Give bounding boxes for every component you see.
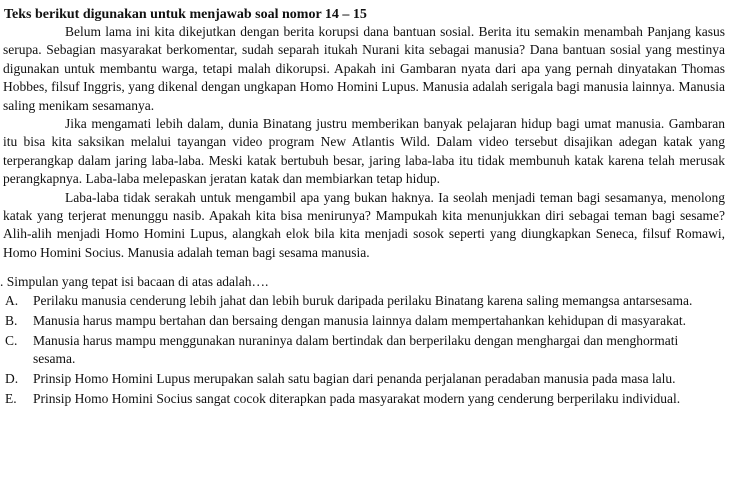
option-text: Prinsip Homo Homini Socius sangat cocok diterapkan pada masyarakat modern yang cenderung berperilaku individual.: [33, 391, 681, 406]
option-b[interactable]: [0, 312, 725, 330]
reading-passage: [3, 23, 725, 262]
question-block: [0, 273, 725, 410]
option-letter: A.: [5, 293, 19, 308]
passage-paragraph-1: Belum lama ini kita dikejutkan dengan berita korupsi dana bantuan sosial. Berita itu semakin menambah Panjang kasus serupa. Sebagian masyarakat berkomentar, sudah separah itukah Nurani kita sebagai manusia? Dana bantuan sosial yang mestinya digunakan untuk membantu warga, tetapi malah dikorupsi. Apakah ini Gambaran nyata dari apa yang pernah dinyatakan Thomas Hobbes, filsuf Inggris, yang dikenal dengan ungkapan Homo Homini Lupus. Manusia adalah serigala bagi manusia lainnya. Manusia saling menikam sesamanya.: [3, 24, 725, 113]
option-letter: D.: [5, 371, 19, 386]
option-letter: B.: [5, 313, 18, 328]
option-letter: E.: [5, 391, 17, 406]
option-text: Prinsip Homo Homini Lupus merupakan salah satu bagian dari penanda perjalanan peradaban manusia pada masa lalu.: [33, 371, 676, 386]
option-a[interactable]: [0, 292, 725, 310]
answer-options: [0, 292, 725, 408]
question-stem: . Simpulan yang tepat isi bacaan di atas adalah….: [0, 274, 269, 289]
option-text: Manusia harus mampu bertahan dan bersaing dengan manusia lainnya dalam mempertahankan kehidupan di masyarakat.: [33, 313, 687, 328]
passage-paragraph-2: Jika mengamati lebih dalam, dunia Binatang justru memberikan banyak pelajaran hidup bagi umat manusia. Gambaran itu bisa kita saksikan melalui tayangan video program New Atlantis Wild. Dalam video tersebut disajikan adegan katak yang terperangkap dalam jaring laba-laba. Meski katak bertubuh besar, jaring laba-laba itu tidak membunuh katak karena telah merusak perangkapnya. Laba-laba melepaskan jeratan katak dan membiarkan tetap hidup.: [3, 116, 725, 187]
passage-paragraph-3: Laba-laba tidak serakah untuk mengambil apa yang bukan haknya. Ia seolah menjadi teman bagi sesamanya, menolong katak yang terjerat menunggu nasib. Apakah kita bisa menirunya? Mampukah kita menunjukkan diri sebagai teman bagi sesame? Alih-alih menjadi Homo Homini Lupus, alangkah elok bila kita menjadi sosok seperti yang diungkapkan Seneca, filsuf Romawi, Homo Homini Socius. Manusia adalah teman bagi sesama manusia.: [3, 189, 725, 260]
instruction-heading: Teks berikut digunakan untuk menjawab soal nomor 14 – 15: [4, 7, 367, 22]
option-c[interactable]: [0, 332, 725, 368]
option-text: Perilaku manusia cenderung lebih jahat dan lebih buruk daripada perilaku Binatang karena saling memangsa antarsesama.: [33, 293, 693, 308]
option-e[interactable]: [0, 390, 725, 408]
option-letter: C.: [5, 333, 18, 348]
option-d[interactable]: [0, 370, 725, 388]
option-text: Manusia harus mampu menggunakan nuraninya dalam bertindak dan berperilaku dengan menghargai dan menghormati sesama.: [33, 333, 679, 366]
